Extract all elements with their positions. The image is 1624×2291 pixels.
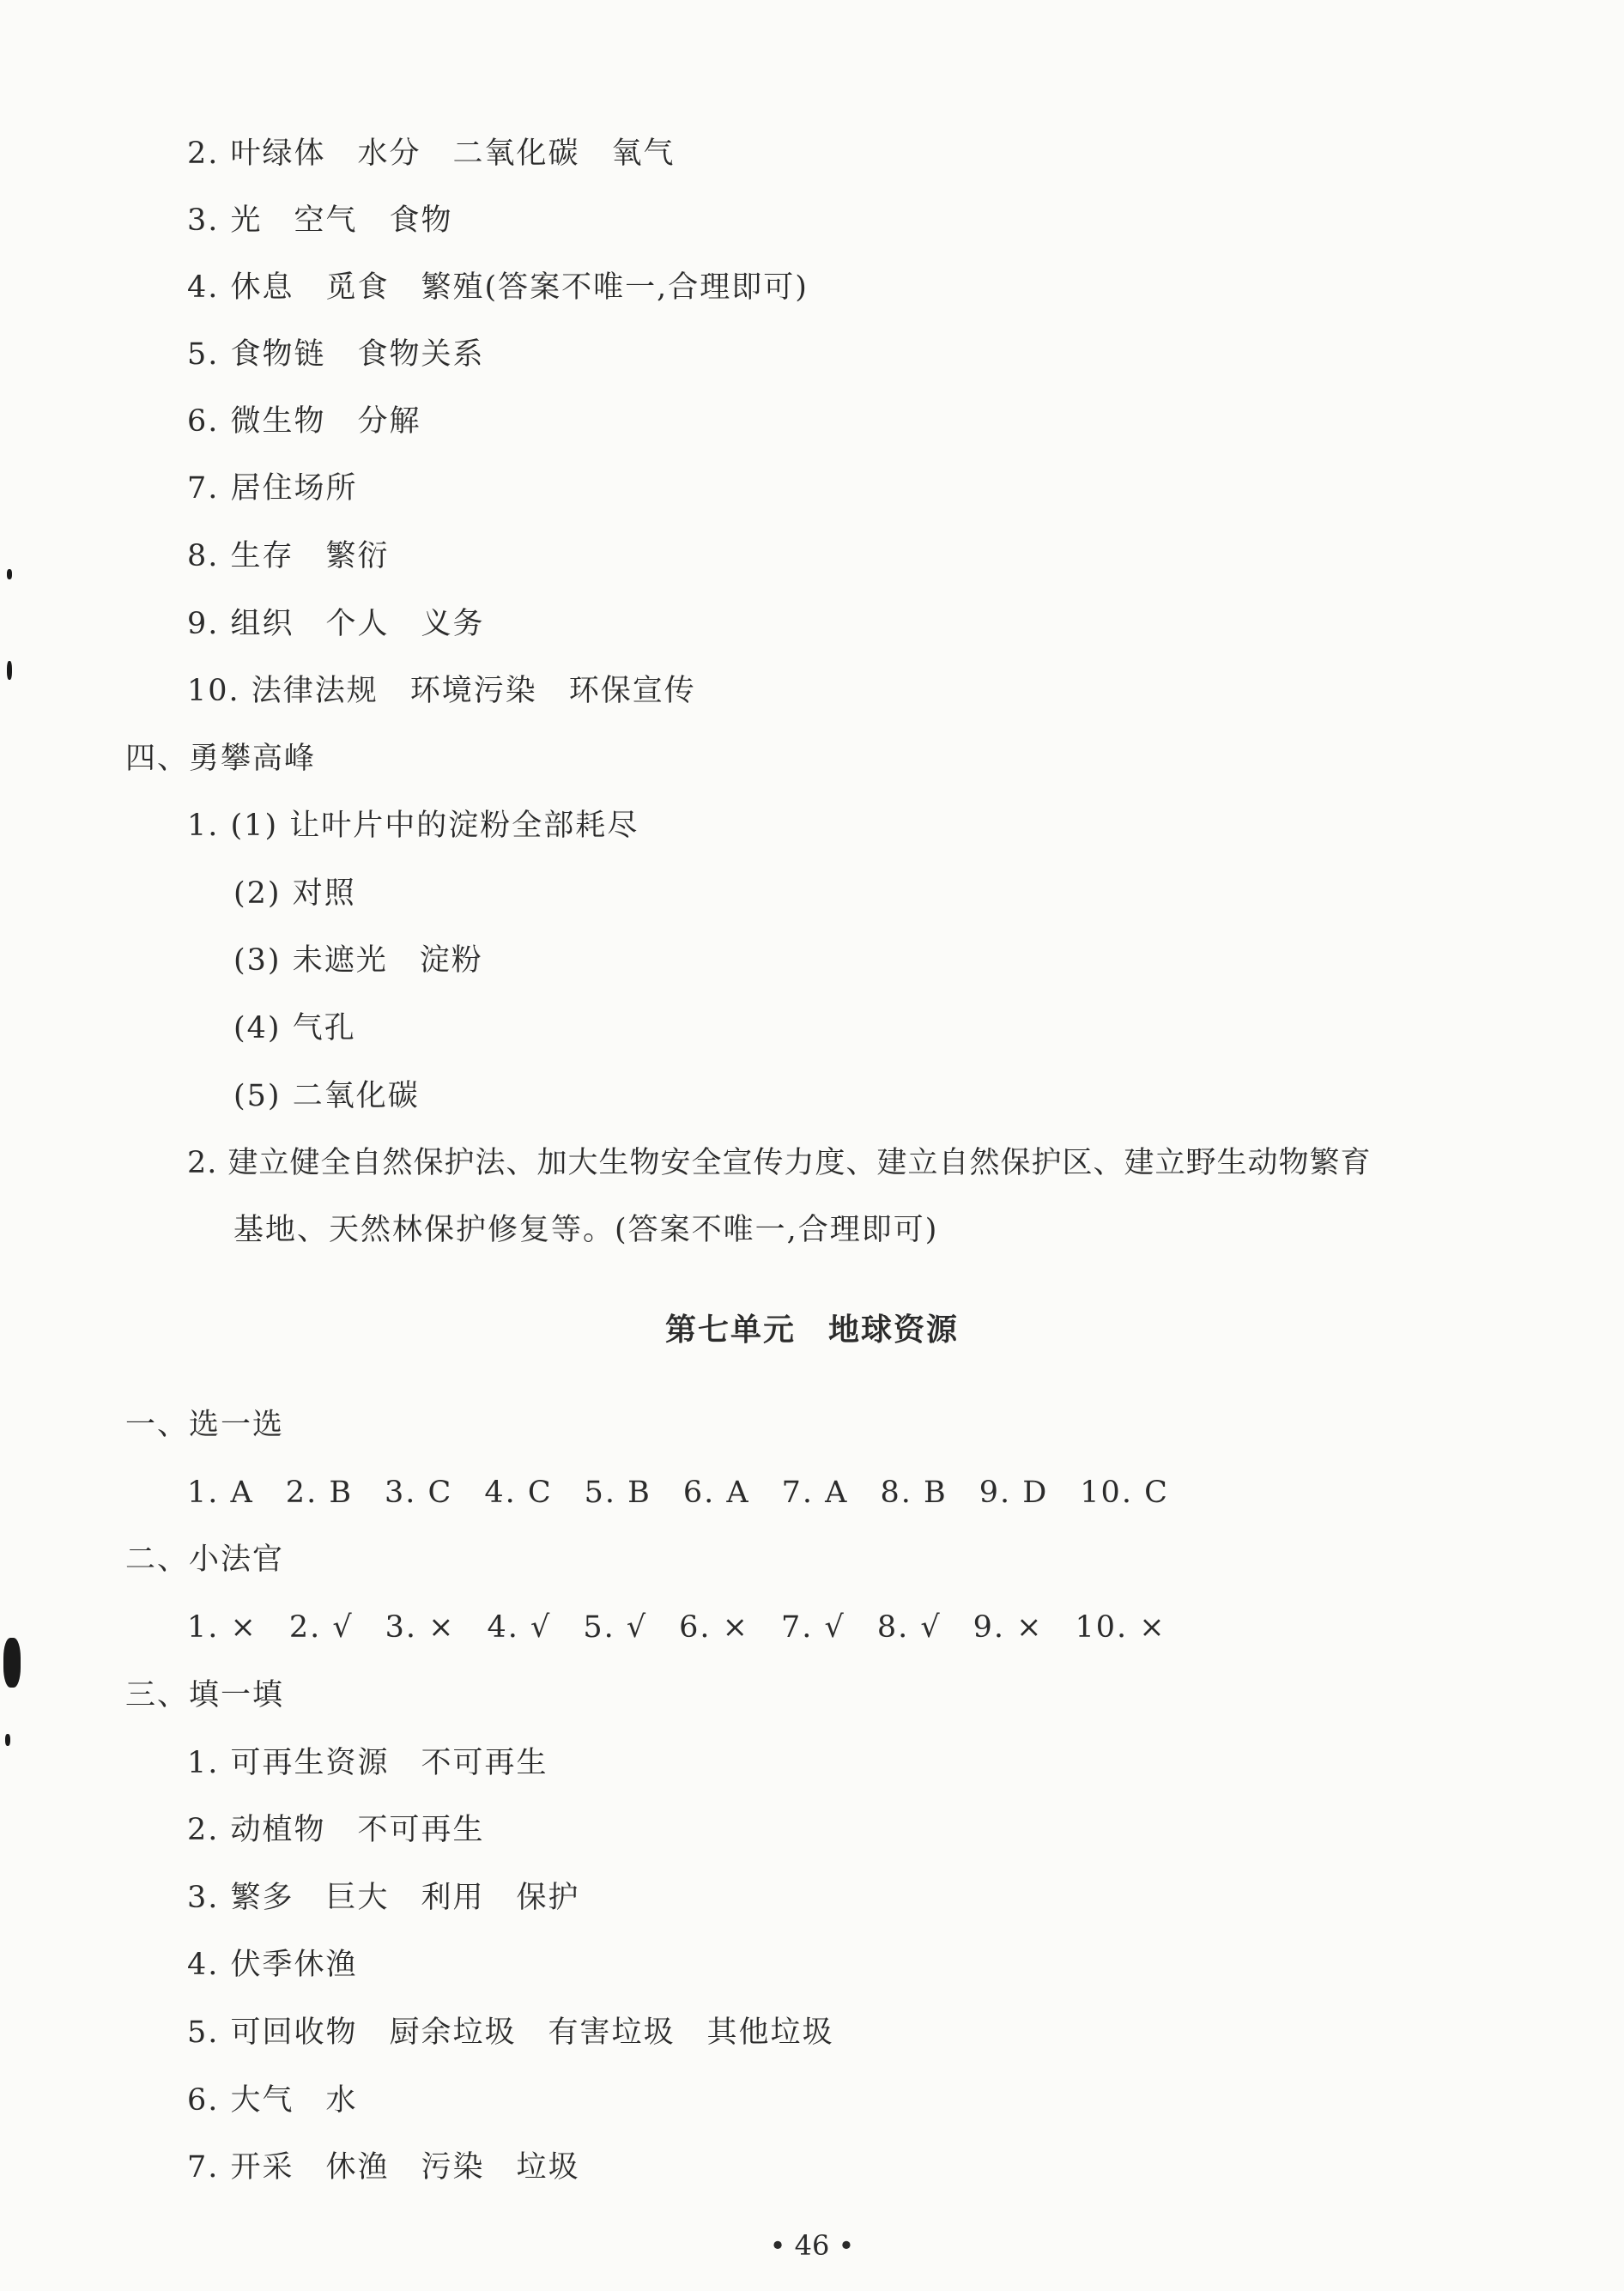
answer-subitem: (2) 对照: [233, 876, 356, 911]
answer-item: 6. 大气 水: [187, 2083, 358, 2118]
section-heading: 三、填一填: [125, 1678, 285, 1712]
page-number: • 46 •: [769, 2229, 855, 2262]
answer-item: 1. 可再生资源 不可再生: [187, 1746, 548, 1780]
section-heading: 一、选一选: [125, 1408, 285, 1442]
section-heading: 四、勇攀高峰: [125, 742, 317, 776]
section-heading: 二、小法官: [125, 1542, 285, 1577]
answer-row: 1. A 2. B 3. C 4. C 5. B 6. A 7. A 8. B 9. D 10. C: [187, 1476, 1169, 1510]
answer-item-continuation: 基地、天然林保护修复等。(答案不唯一,合理即可): [233, 1213, 939, 1247]
answer-item: 8. 生存 繁衍: [187, 539, 390, 573]
answer-item: 4. 休息 觅食 繁殖(答案不唯一,合理即可): [187, 270, 809, 305]
scan-mark: [5, 1734, 10, 1746]
answer-subitem: (5) 二氧化碳: [233, 1079, 420, 1113]
answer-item: 2. 叶绿体 水分 二氧化碳 氧气: [187, 136, 676, 171]
answer-item: 7. 开采 休渔 污染 垃圾: [187, 2150, 580, 2185]
scan-mark: [7, 661, 12, 680]
answer-item: 4. 伏季休渔: [187, 1948, 358, 1982]
answer-subitem: (4) 气孔: [233, 1011, 356, 1045]
answer-item: 5. 食物链 食物关系: [187, 337, 485, 372]
answer-item: 10. 法律法规 环境污染 环保宣传: [187, 674, 696, 708]
scan-mark: [7, 569, 12, 579]
answer-item: 3. 繁多 巨大 利用 保护: [187, 1881, 580, 1915]
answer-item: 2. 动植物 不可再生: [187, 1813, 485, 1847]
answer-item: 9. 组织 个人 义务: [187, 607, 485, 641]
scan-mark: [3, 1638, 21, 1688]
unit-title: 第七单元 地球资源: [664, 1312, 959, 1348]
answer-item: 3. 光 空气 食物: [187, 203, 453, 238]
answer-item: 7. 居住场所: [187, 471, 358, 506]
answer-item: 5. 可回收物 厨余垃圾 有害垃圾 其他垃圾: [187, 2015, 834, 2050]
answer-row: 1. × 2. √ 3. × 4. √ 5. √ 6. × 7. √ 8. √ 9. × 10. ×: [187, 1610, 1166, 1645]
answer-item: 1. (1) 让叶片中的淀粉全部耗尽: [187, 809, 639, 843]
answer-item: 6. 微生物 分解: [187, 404, 421, 439]
answer-subitem: (3) 未遮光 淀粉: [233, 943, 483, 978]
answer-item: 2. 建立健全自然保护法、加大生物安全宣传力度、建立自然保护区、建立野生动物繁育: [187, 1146, 1372, 1180]
